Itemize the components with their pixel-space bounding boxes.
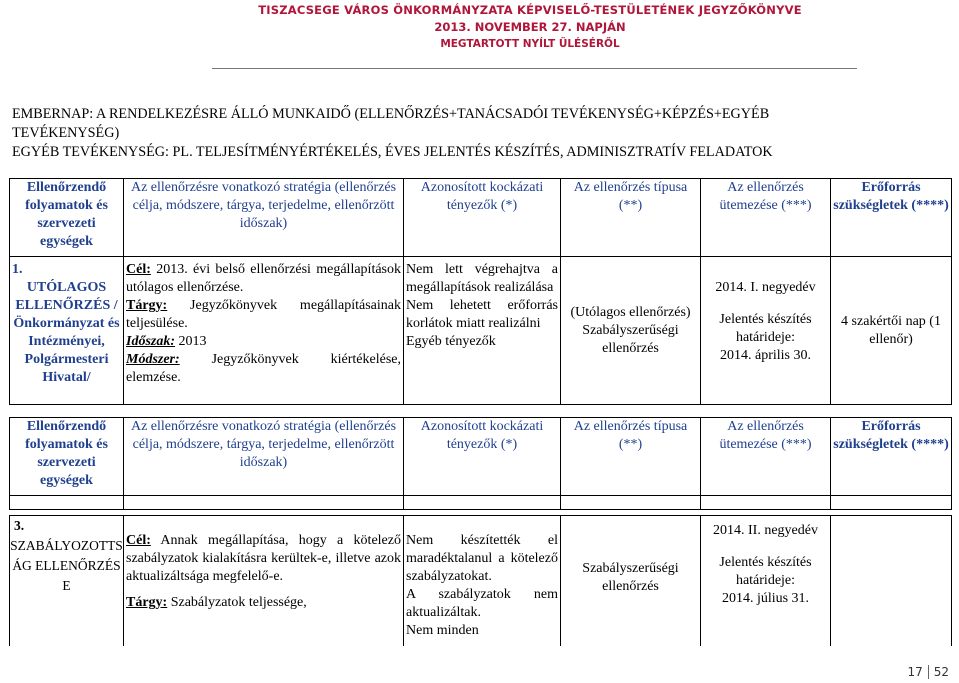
spacer-row bbox=[10, 496, 952, 510]
header-resources: Erőforrás szükségletek (****) bbox=[831, 179, 952, 257]
row3-risk-3: Nem minden bbox=[406, 623, 479, 638]
targy-text: Jegyzőkönyvek megállapításainak teljesülése. bbox=[126, 298, 401, 331]
row1-risk-2: Nem lehetett erőforrás korlátok miatt realizálni bbox=[406, 298, 558, 331]
header-risks: Azonosított kockázati tényezők (*) bbox=[404, 418, 561, 496]
cel-label: Cél: bbox=[126, 533, 151, 548]
header-schedule: Az ellenőrzés ütemezése (***) bbox=[701, 179, 831, 257]
row3-number: 3. bbox=[14, 518, 25, 533]
row1-type bbox=[561, 257, 701, 405]
table-row bbox=[10, 516, 952, 646]
row1-risks bbox=[404, 257, 561, 405]
header-type: Az ellenőrzés típusa (**) bbox=[561, 179, 701, 257]
page-total: 52 bbox=[933, 664, 949, 679]
header-processes: Ellenőrzendő folyamatok és szervezeti egységek bbox=[10, 418, 124, 496]
audit-table-3 bbox=[9, 515, 952, 646]
row1-type-1: (Utólagos ellenőrzés) bbox=[570, 304, 691, 320]
targy-label: Tárgy: bbox=[126, 595, 168, 610]
header-line-1: TISZACSEGE VÁROS ÖNKORMÁNYZATA KÉPVISELŐ-TESTÜLETÉNEK JEGYZŐKÖNYVE bbox=[258, 3, 802, 17]
row1-resources: 4 szakértői nap (1 ellenőr) bbox=[831, 257, 952, 405]
idoszak-label: Időszak: bbox=[126, 334, 176, 349]
row3-type: Szabályszerűségi ellenőrzés bbox=[561, 516, 701, 646]
page-current: 17 bbox=[907, 664, 923, 679]
header-risks: Azonosított kockázati tényezők (*) bbox=[404, 179, 561, 257]
row3-process bbox=[10, 516, 124, 646]
header-line-2: 2013. NOVEMBER 27. NAPJÁN bbox=[434, 20, 626, 34]
row1-process bbox=[10, 257, 124, 405]
section-line-3: EGYÉB TEVÉKENYSÉG: PL. TELJESÍTMÉNYÉRTÉKELÉS, ÉVES JELENTÉS KÉSZÍTÉS, ADMINISZTRATÍV FELADATOK bbox=[12, 144, 773, 160]
modszer-text: Jegyzőkönyvek kiértékelése, elemzése. bbox=[126, 352, 401, 385]
row1-risk-1: Nem lett végrehajtva a megállapítások realizálása bbox=[406, 262, 558, 295]
section-line-2: TEVÉKENYSÉG) bbox=[12, 125, 120, 141]
row3-schedule bbox=[701, 516, 831, 646]
section-heading bbox=[12, 105, 947, 162]
header-strategy: Az ellenőrzésre vonatkozó stratégia (ellenőrzés célja, módszere, tárgya, terjedelme, ellenőrzött időszak) bbox=[124, 418, 404, 496]
row3-quarter: 2014. II. negyedév bbox=[713, 523, 818, 538]
audit-table-1 bbox=[9, 178, 952, 405]
row3-title: SZABÁLYOZOTTSÁG ELLENŐRZÉSE bbox=[10, 538, 123, 593]
section-line-1: EMBERNAP: A RENDELKEZÉSRE ÁLLÓ MUNKAIDŐ (ELLENŐRZÉS+TANÁCSADÓI TEVÉKENYSÉG+KÉPZÉS+EGYÉB bbox=[12, 106, 770, 122]
row3-risks bbox=[404, 516, 561, 646]
table-header-row bbox=[10, 418, 952, 496]
header-schedule: Az ellenőrzés ütemezése (***) bbox=[701, 418, 831, 496]
row1-report-label: Jelentés készítés határideje: bbox=[719, 312, 812, 345]
targy-text: Szabályzatok teljessége, bbox=[170, 595, 307, 610]
page-number bbox=[907, 665, 949, 680]
table-row bbox=[10, 257, 952, 405]
cel-label: Cél: bbox=[126, 262, 151, 277]
header-line-3: MEGTARTOTT NYÍLT ÜLÉSÉRŐL bbox=[440, 38, 620, 50]
row3-resources bbox=[831, 516, 952, 646]
page-separator bbox=[928, 665, 929, 679]
table-header-row bbox=[10, 179, 952, 257]
row1-deadline: 2014. április 30. bbox=[720, 348, 811, 363]
header-type: Az ellenőrzés típusa (**) bbox=[561, 418, 701, 496]
row1-risk-3: Egyéb tényezők bbox=[406, 334, 496, 349]
row3-risk-2: A szabályzatok nem aktualizáltak. bbox=[406, 587, 558, 620]
row3-risk-1: Nem készítették el maradéktalanul a kötelező szabályzatokat. bbox=[406, 533, 558, 584]
idoszak-text: 2013 bbox=[178, 334, 207, 349]
document-header bbox=[180, 2, 880, 52]
targy-label: Tárgy: bbox=[126, 298, 168, 313]
row1-strategy bbox=[124, 257, 404, 405]
row1-quarter: 2014. I. negyedév bbox=[715, 280, 816, 295]
row1-number: 1. bbox=[12, 262, 23, 277]
row1-title: UTÓLAGOS ELLENŐRZÉS /Önkormányzat és Intézményei, Polgármesteri Hivatal/ bbox=[13, 280, 120, 385]
header-processes: Ellenőrzendő folyamatok és szervezeti egységek bbox=[10, 179, 124, 257]
cel-text: Annak megállapítása, hogy a kötelező szabályzatok kialakításra kerültek-e, illetve azok aktualizáltsága megfelelő-e. bbox=[126, 533, 401, 584]
header-resources: Erőforrás szükségletek (****) bbox=[831, 418, 952, 496]
cel-text: 2013. évi belső ellenőrzési megállapítások utólagos ellenőrzése. bbox=[126, 262, 401, 295]
row1-schedule bbox=[701, 257, 831, 405]
audit-table-2 bbox=[9, 417, 952, 510]
row3-deadline: 2014. július 31. bbox=[721, 591, 810, 606]
header-strategy: Az ellenőrzésre vonatkozó stratégia (ellenőrzés célja, módszere, tárgya, terjedelme, ellenőrzött időszak) bbox=[124, 179, 404, 257]
row3-report-label: Jelentés készítés határideje: bbox=[719, 555, 812, 588]
modszer-label: Módszer: bbox=[126, 352, 180, 367]
row1-type-2: Szabályszerűségi ellenőrzés bbox=[582, 322, 679, 356]
row3-strategy bbox=[124, 516, 404, 646]
header-divider bbox=[212, 68, 857, 69]
